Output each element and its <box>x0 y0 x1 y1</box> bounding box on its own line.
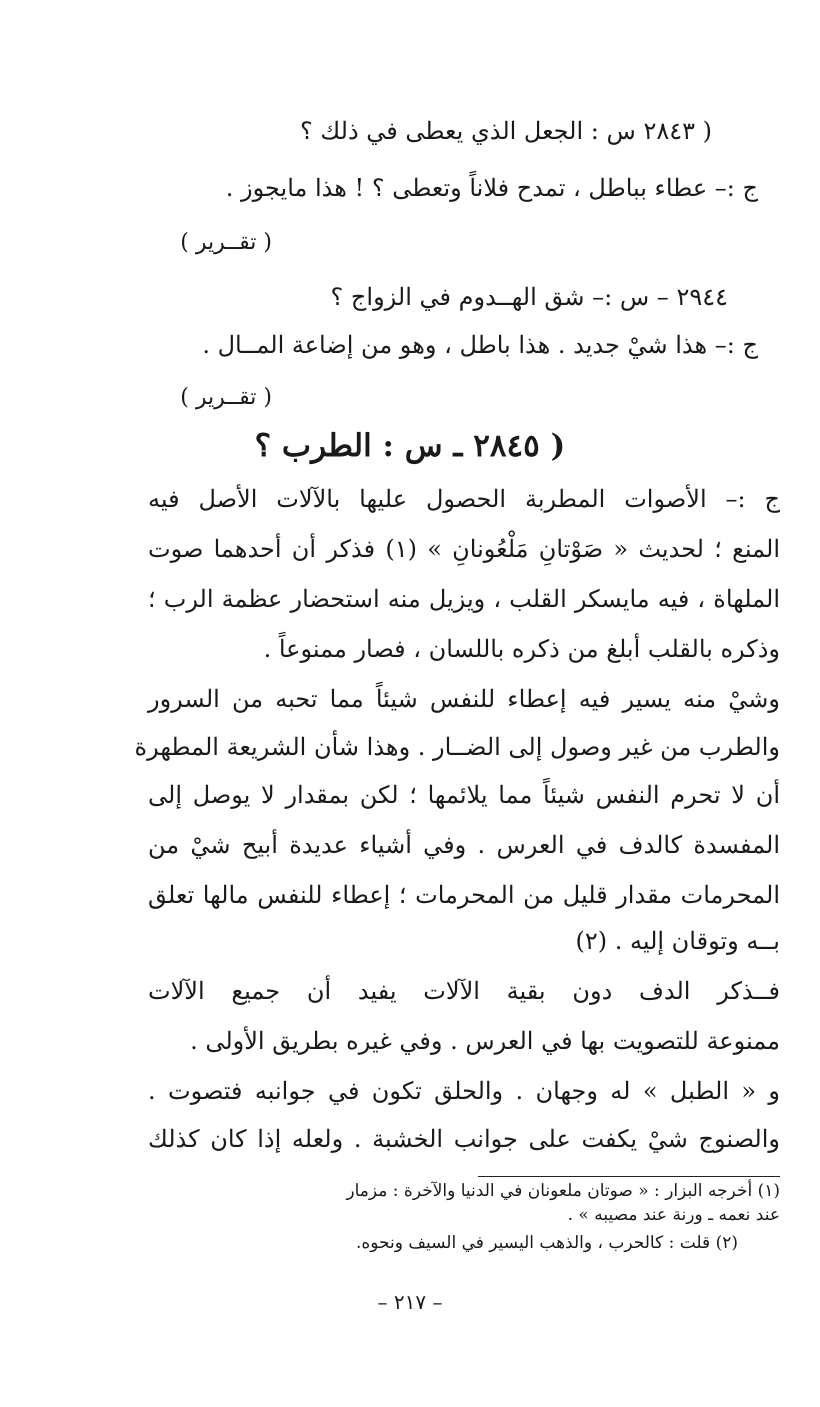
footnote-1: (١) أخرجه البزار : « صوتان ملعونان في الدنيا والآخرة : مزمار <box>346 1181 780 1201</box>
body-line: الملهاة ، فيه مايسكر القلب ، ويزيل منه استحضار عظمة الرب ؛ <box>148 585 780 613</box>
body-line: بــه وتوقان إليه . (٢) <box>575 927 780 955</box>
body-line: وذكره بالقلب أبلغ من ذكره باللسان ، فصار ممنوعاً . <box>263 635 780 663</box>
body-line: فــذكر الدف دون بقية الآلات يفيد أن جميع الآلات <box>148 977 780 1005</box>
answer-2843: ج :– عطاء بباطل ، تمدح فلاناً وتعطى ؟ ! هذا مايجوز . <box>225 174 758 202</box>
section-heading-2845: ( ٢٨٤٥ ـ س : الطرب ؟ <box>254 428 566 464</box>
footnote-1-continued: عند نعمه ـ ورنة عند مصيبه » . <box>567 1205 780 1225</box>
answer-2844: ج :– هذا شيْ جديد . هذا باطل ، وهو من إضاعة المــال . <box>202 331 758 359</box>
body-line: المنع ؛ لحديث « صَوْتانِ مَلْعُونانِ » (١) فذكر أن أحدهما صوت <box>148 535 780 563</box>
body-line: أن لا تحرم النفس شيئاً مما يلائمها ؛ لكن بمقدار لا يوصل إلى <box>148 781 780 809</box>
body-line: ممنوعة للتصويت بها في العرس . وفي غيره بطريق الأولى . <box>190 1027 780 1055</box>
body-line: ج :– الأصوات المطربة الحصول عليها بالآلات الأصل فيه <box>148 485 780 513</box>
body-line: المحرمات مقدار قليل من المحرمات ؛ إعطاء للنفس مالها تعلق <box>148 881 781 909</box>
source-taqrir-2843: ( تقــرير ) <box>180 230 272 255</box>
question-2844: ٢٩٤٤ – س :– شق الهــدوم في الزواج ؟ <box>330 283 728 311</box>
body-line: والصنوج شيْ يكفت على جوانب الخشبة . ولعله إذا كان كذلك <box>148 1125 780 1153</box>
footnote-2: (٢) قلت : كالحرب ، والذهب اليسير في السيف ونحوه. <box>355 1233 738 1253</box>
source-taqrir-2844: ( تقــرير ) <box>180 385 272 410</box>
body-line: و « الطبل » له وجهان . والحلق تكون في جوانبه فتصوت . <box>148 1077 780 1105</box>
question-2843: ( ٢٨٤٣ س : الجعل الذي يعطى في ذلك ؟ <box>300 117 712 145</box>
footnote-divider <box>478 1176 780 1177</box>
page-number: – ٢١٧ – <box>377 1290 443 1314</box>
body-line: المفسدة كالدف في العرس . وفي أشياء عديدة أبيح شيْ من <box>148 831 780 859</box>
body-line: والطرب من غير وصول إلى الضــار . وهذا شأن الشريعة المطهرة <box>134 733 780 761</box>
body-line: وشيْ منه يسير فيه إعطاء للنفس شيئاً مما تحبه من السرور <box>148 685 780 713</box>
